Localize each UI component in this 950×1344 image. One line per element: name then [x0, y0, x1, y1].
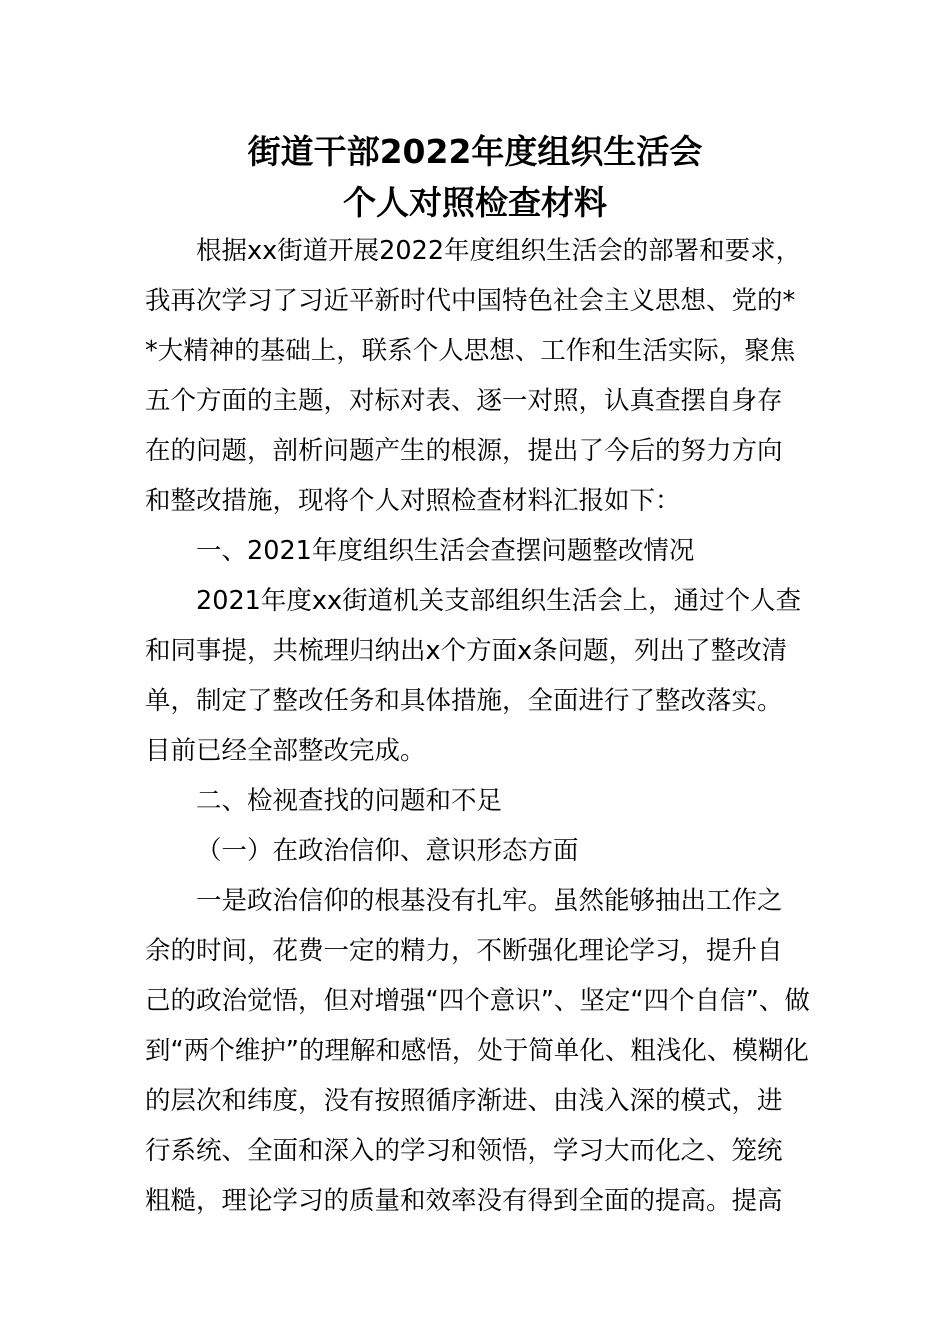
subsection-heading: （一）在政治信仰、意识形态方面	[196, 836, 579, 866]
document-body	[145, 226, 810, 1226]
text-line: 的层次和纬度，没有按照循序渐进、由浅入深的模式，进	[145, 1086, 783, 1116]
text-line: 己的政治觉悟，但对增强“四个意识”、坚定“四个自信”、做	[145, 986, 810, 1016]
text-line: 和整改措施，现将个人对照检查材料汇报如下：	[145, 486, 681, 516]
section-heading: 二、检视查找的问题和不足	[196, 786, 503, 816]
text-line: *大精神的基础上，联系个人思想、工作和生活实际，聚焦	[145, 336, 796, 366]
text-line: 根据xx街道开展2022年度组织生活会的部署和要求，	[196, 236, 802, 266]
text-line: 行系统、全面和深入的学习和领悟，学习大而化之、笼统	[145, 1136, 783, 1166]
text-line: 粗糙，理论学习的质量和效率没有得到全面的提高。提高	[145, 1186, 783, 1216]
text-line: 2021年度xx街道机关支部组织生活会上，通过个人查	[196, 586, 802, 616]
text-line: 五个方面的主题，对标对表、逐一对照，认真查摆自身存	[145, 386, 783, 416]
text-line: 余的时间，花费一定的精力，不断强化理论学习，提升自	[145, 936, 783, 966]
text-line: 目前已经全部整改完成。	[145, 736, 426, 766]
text-line: 到“两个维护”的理解和感悟，处于简单化、粗浅化、模糊化	[145, 1036, 809, 1066]
text-line: 和同事提，共梳理归纳出x个方面x条问题，列出了整改清	[145, 636, 788, 666]
section-heading: 一、2021年度组织生活会查摆问题整改情况	[196, 536, 695, 566]
document-subtitle: 个人对照检查材料	[343, 183, 607, 222]
text-line: 在的问题，剖析问题产生的根源，提出了今后的努力方向	[145, 436, 783, 466]
text-line: 一是政治信仰的根基没有扎牢。虽然能够抽出工作之	[196, 886, 783, 916]
text-line: 单，制定了整改任务和具体措施，全面进行了整改落实。	[145, 686, 783, 716]
text-line: 我再次学习了习近平新时代中国特色社会主义思想、党的*	[145, 286, 796, 316]
document-title: 街道干部2022年度组织生活会	[247, 132, 703, 171]
